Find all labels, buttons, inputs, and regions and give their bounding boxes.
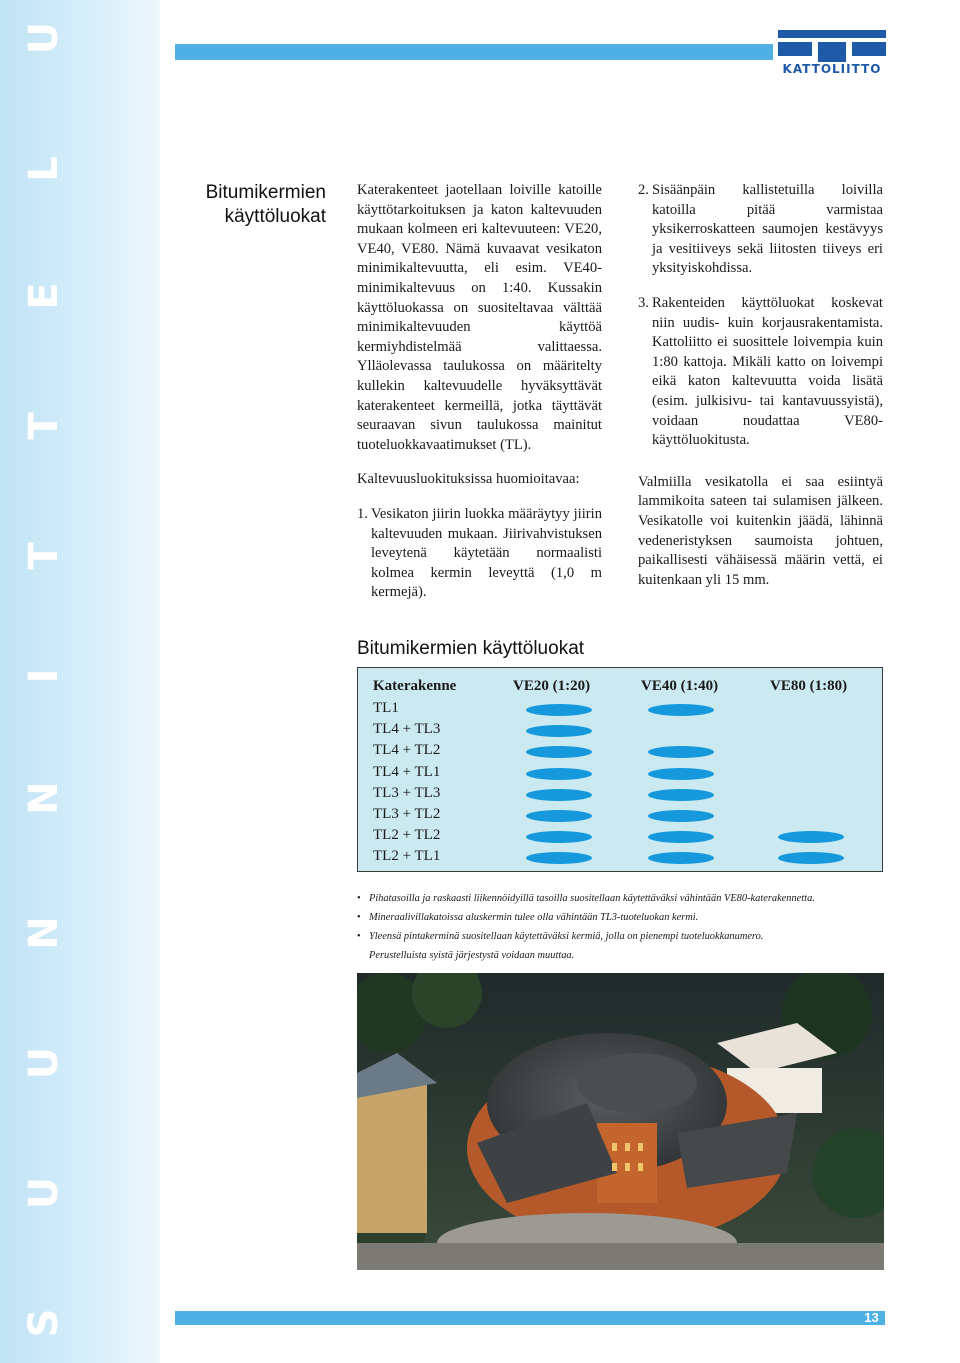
left-text-column bbox=[357, 181, 602, 618]
top-accent-bar bbox=[175, 44, 773, 60]
table-row-label: TL1 bbox=[373, 700, 399, 716]
sidebar-letter: E bbox=[21, 282, 67, 310]
numbered-item bbox=[357, 505, 602, 603]
approved-mark bbox=[526, 746, 592, 758]
sidebar-letter: S bbox=[21, 1308, 67, 1338]
sidebar-letter: U bbox=[21, 21, 67, 55]
note-text: Yleensä pintakerminä suositellaan käytettäväksi kermiä, jolla on pienempi tuoteluokkanumero. bbox=[369, 931, 764, 942]
approved-mark bbox=[526, 810, 592, 822]
note-text: Mineraalivillakatoissa aluskermin tulee olla vähintään TL3-tuoteluokan kermi. bbox=[369, 912, 699, 923]
sidebar-letter: I bbox=[21, 668, 67, 684]
approved-mark bbox=[526, 704, 592, 716]
numbered-item bbox=[638, 181, 883, 279]
approved-mark bbox=[526, 725, 592, 737]
sidebar-letter: U bbox=[21, 1046, 67, 1080]
approved-mark bbox=[526, 789, 592, 801]
bottom-accent-bar bbox=[175, 1311, 885, 1325]
item-text: Sisäänpäin kallistetuilla loivilla katoilla pitää varmistaa yksikerroskatteen saumojen kestävyys ja vesitiiveys sekä liitosten tiiveys eri yksityiskohdissa. bbox=[652, 182, 883, 277]
table-row-label: TL3 + TL3 bbox=[373, 784, 441, 801]
note-text: Pihatasoilla ja raskaasti liikennöidyillä tasoilla suositellaan käytettäväksi vähintään VE80-katerakennetta. bbox=[369, 893, 815, 904]
sidebar-letter: U bbox=[21, 1176, 67, 1210]
usage-class-table bbox=[357, 667, 883, 872]
sidebar-letter: T bbox=[21, 542, 67, 570]
note-item: • Pihatasoilla ja raskaasti liikennöidyillä tasoilla suositellaan käytettäväksi vähintään VE80-katerakennetta. bbox=[357, 889, 897, 908]
paragraph: Valmiilla vesikatolla ei saa esiintyä lammikoita sateen tai sulamisen jälkeen. Vesikatolle voi kuitenkin jäädä, lähinnä vedeneristyksen saumoista johtuen, paikallisesti vähäisessä määrin vettä, ei kuitenkaan yli 15 mm. bbox=[638, 473, 883, 588]
table-row-label: TL3 + TL2 bbox=[373, 806, 441, 822]
page-number: 13 bbox=[864, 1310, 879, 1325]
table-row-label: TL4 + TL1 bbox=[373, 763, 441, 780]
notice-heading: Kaltevuusluokituksissa huomioitavaa: bbox=[357, 471, 580, 488]
item-text: Vesikaton jiirin luokka määräytyy jiirin kaltevuuden mukaan. Jiirivahvistuksen leveytenä käytetään normaalisti kolmea kermin leveyttä (1,0 m kermejä). bbox=[371, 505, 602, 601]
item-number: 1. bbox=[357, 505, 368, 522]
table-row-label: TL2 + TL2 bbox=[373, 827, 441, 844]
table-header: VE40 (1:40) bbox=[641, 678, 719, 694]
sidebar-letter: N bbox=[21, 916, 67, 950]
item-number: 2. bbox=[638, 182, 649, 198]
intro-paragraph: Katerakenteet jaotellaan loiville katoille käyttötarkoituksen ja katon kaltevuuden mukaan kolmeen eri kaltevuuteen: VE20, VE40, VE80. Nämä kuvaavat vesikaton minimikaltevuutta, eli esim. VE40-minimikaltevuus on 1:40. Kussakin käyttöluokassa on suositeltavaa välttää minimikaltevuuden käyttöä kermiyhdistelmää valittaessa. Ylläolevassa taulukossa on määritelty kullekin kaltevuudelle hyväksyttävät katerakenteet kermeillä, jotka täyttävät seuraavan sivun taulukossa mainitut tuoteluokkavaatimukset (TL). bbox=[357, 182, 602, 453]
approved-mark bbox=[526, 852, 592, 864]
approved-mark bbox=[778, 852, 844, 864]
sidebar-gradient bbox=[0, 0, 160, 1363]
notes-list bbox=[357, 889, 897, 965]
approved-mark bbox=[648, 789, 714, 801]
table-header: VE20 (1:20) bbox=[513, 678, 591, 694]
table-title: Bitumikermien käyttöluokat bbox=[357, 638, 585, 659]
approved-mark bbox=[526, 831, 592, 843]
table-header: Katerakenne bbox=[373, 678, 457, 694]
numbered-item bbox=[638, 294, 883, 451]
right-text-column bbox=[638, 181, 883, 605]
approved-mark bbox=[648, 746, 714, 758]
item-number: 3. bbox=[638, 294, 649, 311]
approved-mark bbox=[648, 768, 714, 780]
note-item bbox=[357, 946, 897, 965]
item-text: Rakenteiden käyttöluokat koskevat niin uudis- kuin korjausrakentamista. Kattoliitto ei suosittele loivempia kuin 1:80 kattoja. Mikäli katto on loivempi eikä katon kaltevuutta voida lisätä (esim. julkisivu- tai kantavuussyistä), voidaan noudattaa VE80-käyttöluokitusta. bbox=[652, 294, 883, 449]
sidebar-letter: T bbox=[21, 412, 67, 440]
sidebar-letter: L bbox=[21, 156, 67, 182]
approved-mark bbox=[648, 831, 714, 843]
table-header: VE80 (1:80) bbox=[770, 678, 848, 694]
sidebar-letter: N bbox=[21, 781, 67, 815]
table-row-label: TL2 + TL1 bbox=[373, 848, 441, 865]
approved-mark bbox=[778, 831, 844, 843]
aerial-building-photo bbox=[357, 973, 884, 1270]
table-row-label: TL4 + TL2 bbox=[373, 742, 441, 759]
approved-mark bbox=[648, 810, 714, 822]
approved-mark bbox=[526, 768, 592, 780]
section-title-line: käyttöluokat bbox=[224, 206, 326, 227]
note-item: • Yleensä pintakerminä suositellaan käytettäväksi kermiä, jolla on pienempi tuoteluokkanumero. bbox=[357, 927, 897, 946]
section-title bbox=[176, 181, 326, 229]
note-item: • Mineraalivillakatoissa aluskermin tulee olla vähintään TL3-tuoteluokan kermi. bbox=[357, 908, 897, 927]
table-row-label: TL4 + TL3 bbox=[373, 721, 441, 738]
approved-mark bbox=[648, 852, 714, 864]
section-title-line: Bitumikermien bbox=[205, 182, 326, 203]
note-text: Perustelluista syistä järjestystä voidaan muuttaa. bbox=[369, 950, 575, 961]
approved-mark bbox=[648, 704, 714, 716]
logo-text: KATTOLIITTO bbox=[782, 62, 882, 76]
